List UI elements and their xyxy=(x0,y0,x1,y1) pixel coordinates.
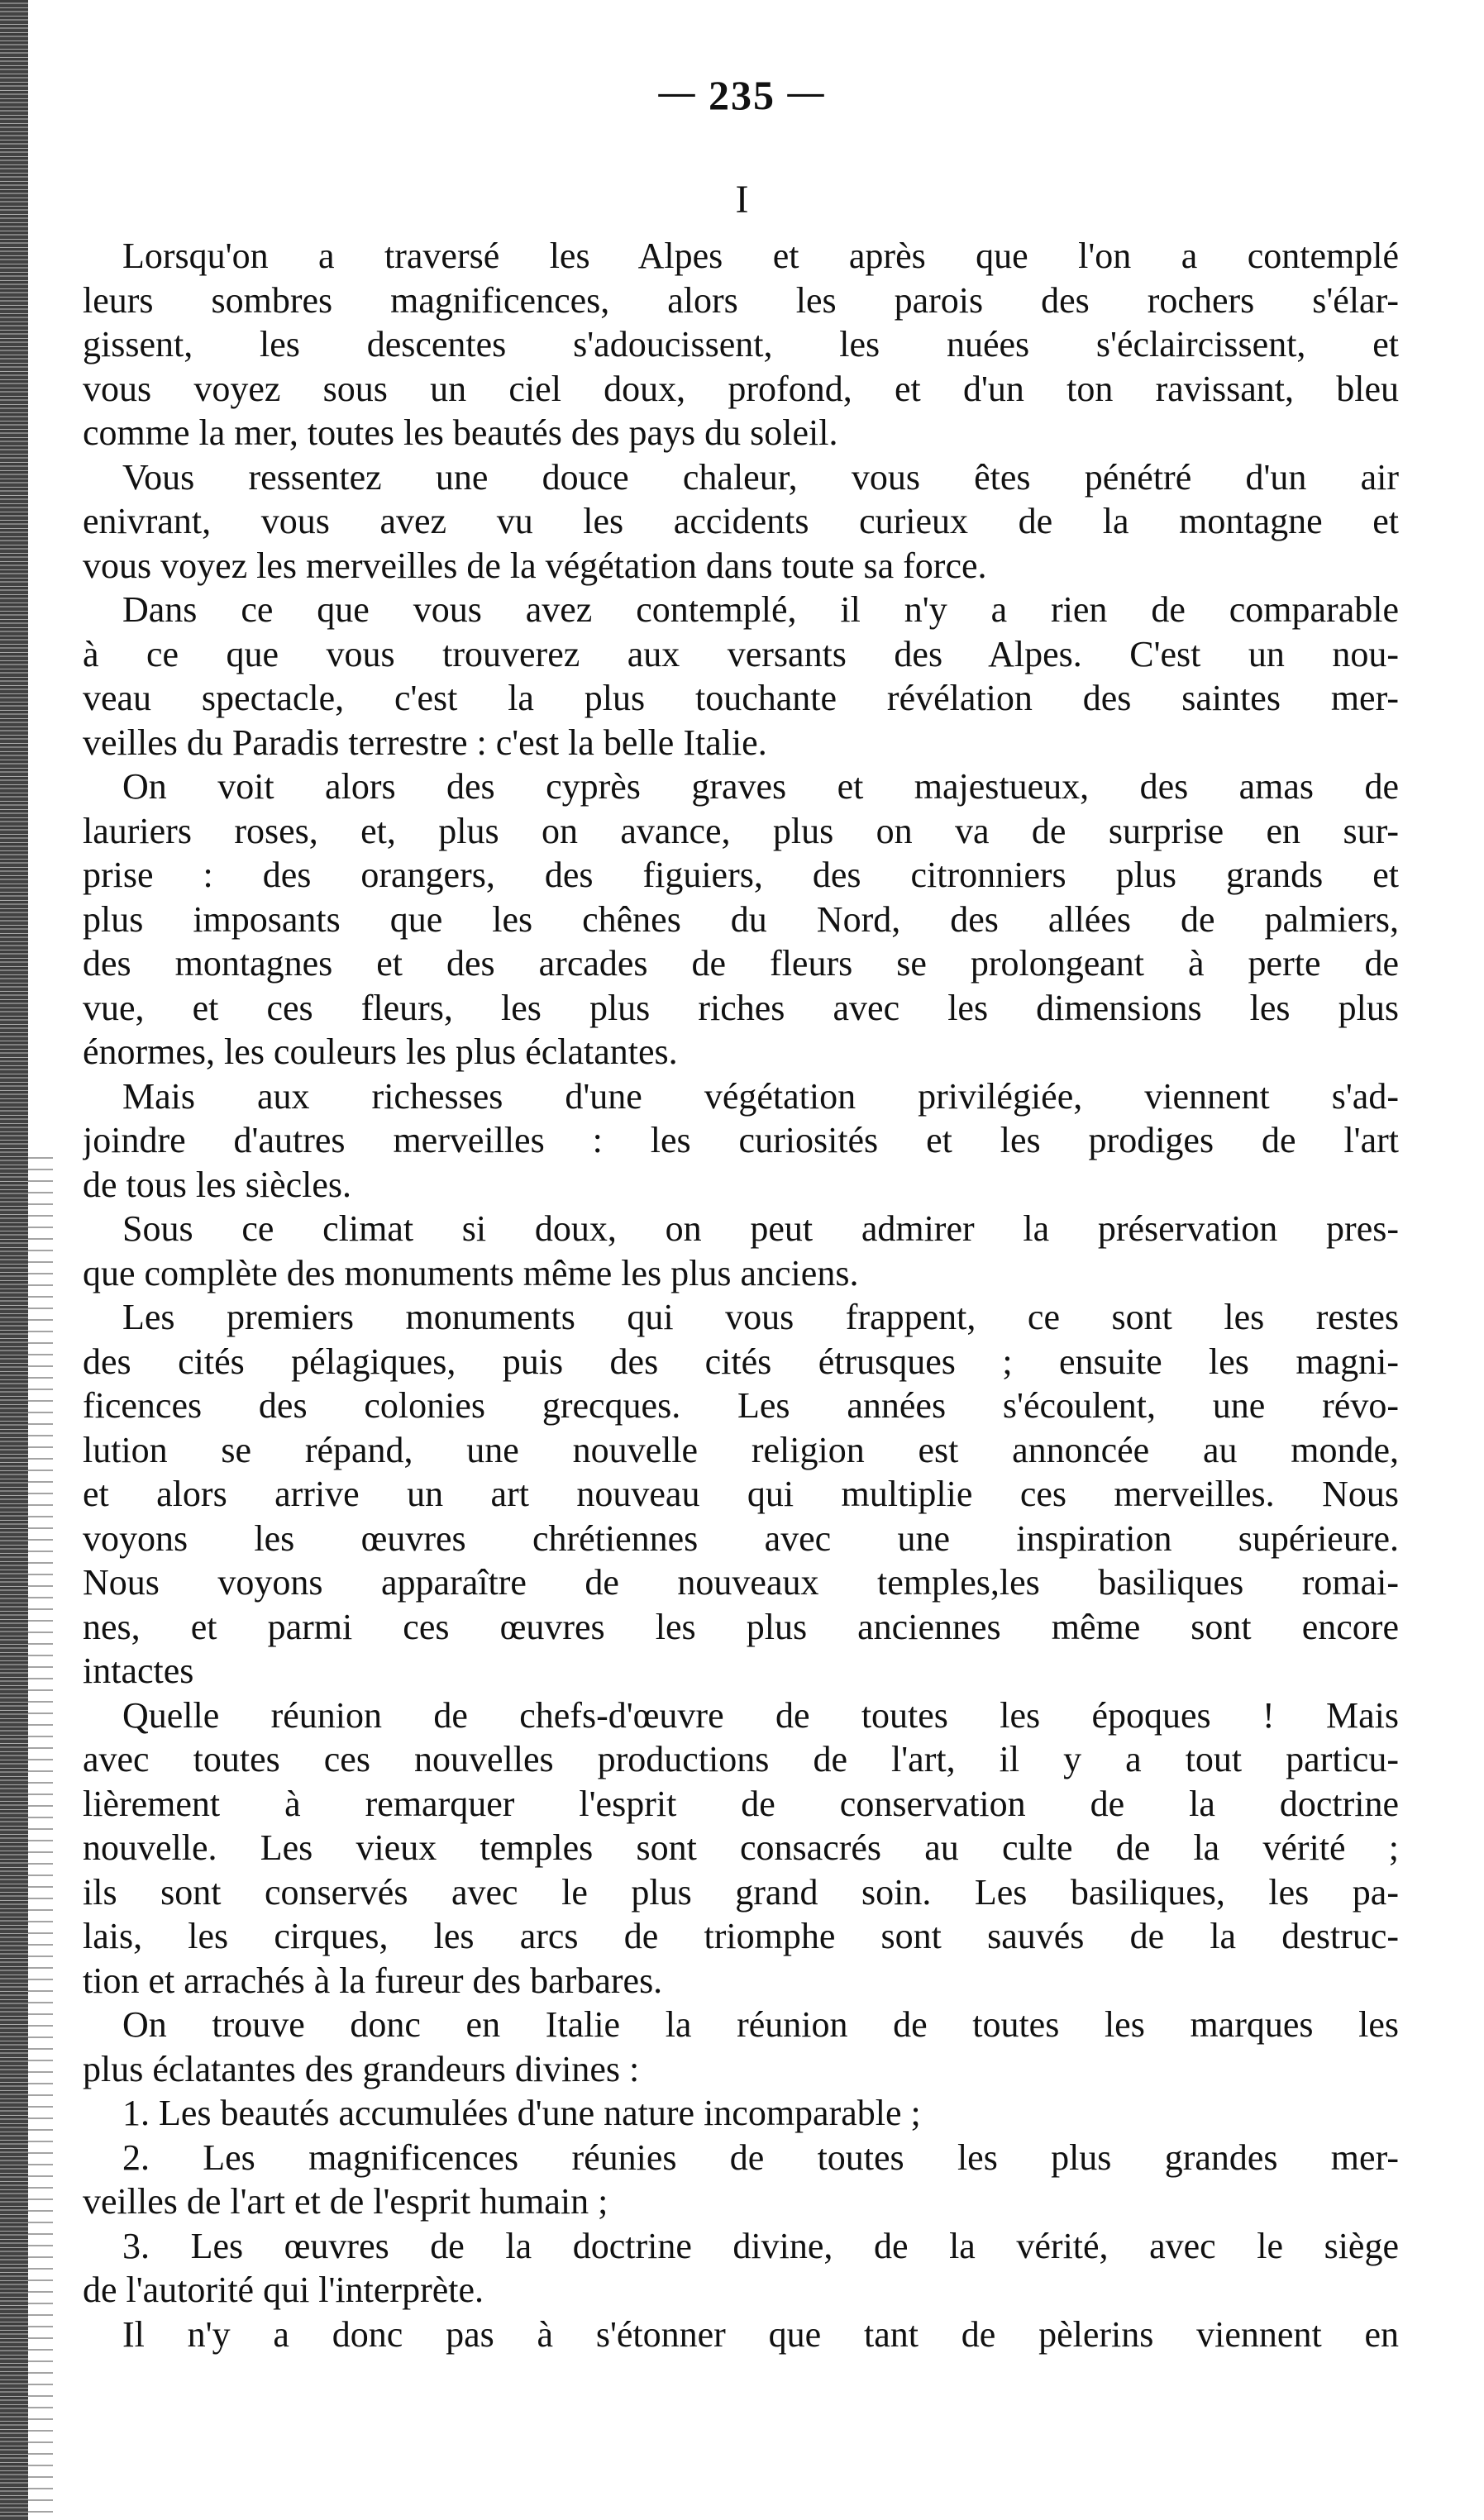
page-number-value: 235 xyxy=(709,72,775,118)
text-line: 2. Les magnificences réunies de toutes les plus grandes mer- xyxy=(122,2137,1399,2178)
text-line: ficences des colonies grecques. Les années s'écoulent, une révo- xyxy=(83,1385,1399,1426)
text-line: veilles du Paradis terrestre : c'est la belle Italie. xyxy=(83,722,767,763)
page-number xyxy=(0,71,1484,119)
text-line: lauriers roses, et, plus on avance, plus on va de surprise en sur- xyxy=(83,810,1399,851)
text-line: voyons les œuvres chrétiennes avec une inspiration supérieure. xyxy=(83,1517,1399,1559)
section-number: I xyxy=(735,178,749,222)
text-line: ils sont conservés avec le plus grand soin. Les basiliques, les pa- xyxy=(83,1871,1399,1913)
text-line: et alors arrive un art nouveau qui multiplie ces merveilles. Nous xyxy=(83,1474,1399,1514)
book-binding-edge xyxy=(0,0,28,2520)
text-line: nouvelle. Les vieux temples sont consacrés au culte de la vérité ; xyxy=(83,1827,1399,1868)
text-line: veilles de l'art et de l'esprit humain ; xyxy=(83,2181,608,2222)
text-line: des cités pélagiques, puis des cités étrusques ; ensuite les magni- xyxy=(83,1341,1399,1382)
text-line: Nous voyons apparaître de nouveaux temples,les basiliques romai- xyxy=(83,1562,1399,1603)
text-line: plus imposants que les chênes du Nord, des allées de palmiers, xyxy=(83,898,1399,940)
text-line: lution se répand, une nouvelle religion est annoncée au monde, xyxy=(83,1429,1399,1470)
text-line: nes, et parmi ces œuvres les plus anciennes même sont encore xyxy=(83,1606,1399,1647)
text-line: tion et arrachés à la fureur des barbares. xyxy=(83,1960,663,2001)
text-line: Sous ce climat si doux, on peut admirer la préservation pres- xyxy=(122,1208,1399,1249)
text-line: Les premiers monuments qui vous frappent, ce sont les restes xyxy=(122,1297,1399,1337)
text-line: leurs sombres magnificences, alors les parois des rochers s'élar- xyxy=(83,279,1399,321)
text-line: 3. Les œuvres de la doctrine divine, de la vérité, avec le siège xyxy=(122,2225,1399,2266)
text-line: enivrant, vous avez vu les accidents curieux de la montagne et xyxy=(83,501,1399,541)
text-line: avec toutes ces nouvelles productions de l'art, il y a tout particu- xyxy=(83,1739,1399,1779)
text-line: vous voyez les merveilles de la végétation dans toute sa force. xyxy=(83,545,987,586)
text-line: Quelle réunion de chefs-d'œuvre de toutes les époques ! Mais xyxy=(122,1694,1399,1736)
text-line: Vous ressentez une douce chaleur, vous êtes pénétré d'un air xyxy=(122,456,1399,498)
text-line: plus éclatantes des grandeurs divines : xyxy=(83,2048,640,2089)
text-line: Lorsqu'on a traversé les Alpes et après que l'on a contemplé xyxy=(122,236,1399,276)
text-line: On trouve donc en Italie la réunion de toutes les marques les xyxy=(122,2004,1399,2045)
text-line: lais, les cirques, les arcs de triomphe sont sauvés de la destruc- xyxy=(83,1916,1399,1956)
text-line: Il n'y a donc pas à s'étonner que tant de pèlerins viennent en xyxy=(122,2313,1399,2355)
text-line: lièrement à remarquer l'esprit de conservation de la doctrine xyxy=(83,1783,1399,1824)
text-line: joindre d'autres merveilles : les curiosités et les prodiges de l'art xyxy=(83,1120,1399,1160)
text-line: de l'autorité qui l'interprète. xyxy=(83,2270,484,2310)
page-number-dash-right: — xyxy=(787,72,826,112)
text-line: des montagnes et des arcades de fleurs se prolongeant à perte de xyxy=(83,943,1399,984)
text-line: Dans ce que vous avez contemplé, il n'y a rien de comparable xyxy=(122,589,1399,630)
body-text xyxy=(83,234,1399,2356)
text-line: 1. Les beautés accumulées d'une nature incomparable ; xyxy=(122,2093,921,2133)
text-line: vous voyez sous un ciel doux, profond, et d'un ton ravissant, bleu xyxy=(83,368,1399,409)
text-line: énormes, les couleurs les plus éclatantes. xyxy=(83,1031,678,1072)
text-line: vue, et ces fleurs, les plus riches avec les dimensions les plus xyxy=(83,987,1399,1028)
text-line: On voit alors des cyprès graves et majestueux, des amas de xyxy=(122,766,1399,807)
text-line: intactes xyxy=(83,1651,194,1691)
text-line: que complète des monuments même les plus anciens. xyxy=(83,1252,859,1293)
text-line: de tous les siècles. xyxy=(83,1164,352,1205)
page-number-dash-left: — xyxy=(658,72,697,112)
text-line: gissent, les descentes s'adoucissent, les nuées s'éclaircissent, et xyxy=(83,324,1399,364)
text-line: prise : des orangers, des figuiers, des citronniers plus grands et xyxy=(83,855,1399,895)
text-line: à ce que vous trouverez aux versants des Alpes. C'est un nou- xyxy=(83,633,1399,674)
text-line: Mais aux richesses d'une végétation privilégiée, viennent s'ad- xyxy=(122,1075,1399,1117)
text-line: veau spectacle, c'est la plus touchante révélation des saintes mer- xyxy=(83,678,1399,718)
text-line: comme la mer, toutes les beautés des pays du soleil. xyxy=(83,412,838,453)
